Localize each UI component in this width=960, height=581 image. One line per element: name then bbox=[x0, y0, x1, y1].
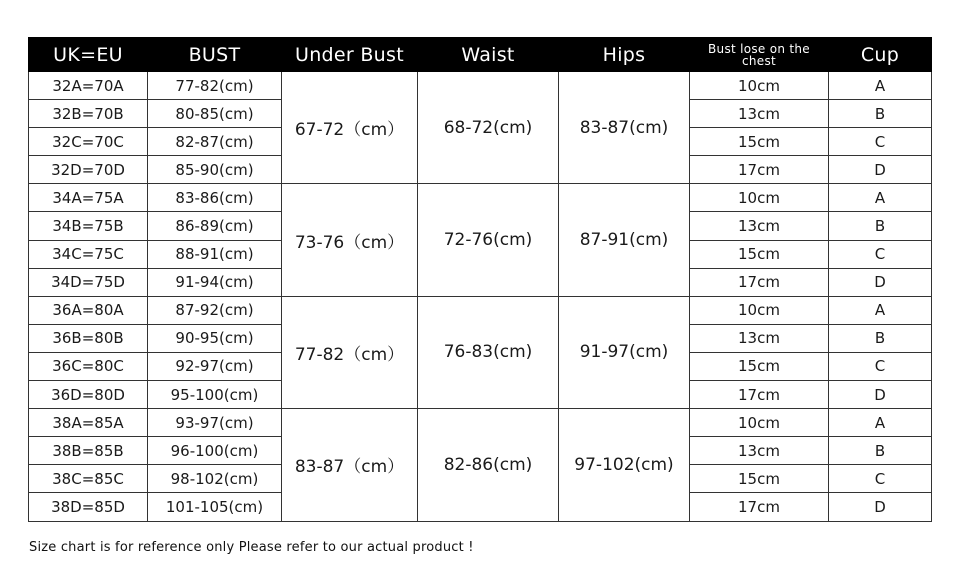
bust-cell: 83-86(cm) bbox=[148, 184, 282, 212]
header-bust: BUST bbox=[148, 38, 282, 72]
bust-cell: 91-94(cm) bbox=[148, 268, 282, 296]
size-cell: 34C=75C bbox=[29, 240, 148, 268]
size-cell: 38A=85A bbox=[29, 409, 148, 437]
bust-cell: 88-91(cm) bbox=[148, 240, 282, 268]
under-bust-cell: 67-72（cm） bbox=[282, 72, 418, 184]
cup-cell: A bbox=[829, 72, 932, 100]
size-cell: 38B=85B bbox=[29, 437, 148, 465]
bust-cell: 85-90(cm) bbox=[148, 156, 282, 184]
cup-cell: A bbox=[829, 296, 932, 324]
cup-cell: D bbox=[829, 156, 932, 184]
header-uk-eu: UK=EU bbox=[29, 38, 148, 72]
cup-cell: C bbox=[829, 128, 932, 156]
bust-lose-cell: 17cm bbox=[690, 268, 829, 296]
bust-lose-cell: 13cm bbox=[690, 324, 829, 352]
size-cell: 34B=75B bbox=[29, 212, 148, 240]
bust-cell: 87-92(cm) bbox=[148, 296, 282, 324]
waist-cell: 72-76(cm) bbox=[418, 184, 559, 296]
size-cell: 34A=75A bbox=[29, 184, 148, 212]
size-chart-body bbox=[29, 72, 932, 522]
bust-cell: 90-95(cm) bbox=[148, 324, 282, 352]
cup-cell: A bbox=[829, 184, 932, 212]
bust-lose-cell: 17cm bbox=[690, 493, 829, 521]
hips-cell: 87-91(cm) bbox=[559, 184, 690, 296]
hips-cell: 83-87(cm) bbox=[559, 72, 690, 184]
under-bust-cell: 83-87（cm） bbox=[282, 409, 418, 521]
under-bust-cell: 73-76（cm） bbox=[282, 184, 418, 296]
bust-lose-cell: 10cm bbox=[690, 296, 829, 324]
size-cell: 36D=80D bbox=[29, 381, 148, 409]
cup-cell: B bbox=[829, 437, 932, 465]
header-bust-lose: Bust lose on the chest bbox=[690, 38, 829, 72]
bust-lose-cell: 10cm bbox=[690, 184, 829, 212]
cup-cell: B bbox=[829, 100, 932, 128]
cup-cell: B bbox=[829, 324, 932, 352]
bust-cell: 77-82(cm) bbox=[148, 72, 282, 100]
size-cell: 38D=85D bbox=[29, 493, 148, 521]
header-hips: Hips bbox=[559, 38, 690, 72]
cup-cell: C bbox=[829, 352, 932, 380]
size-cell: 34D=75D bbox=[29, 268, 148, 296]
size-cell: 32C=70C bbox=[29, 128, 148, 156]
cup-cell: A bbox=[829, 409, 932, 437]
bust-lose-cell: 15cm bbox=[690, 240, 829, 268]
cup-cell: C bbox=[829, 240, 932, 268]
bust-lose-cell: 17cm bbox=[690, 156, 829, 184]
bust-cell: 80-85(cm) bbox=[148, 100, 282, 128]
size-cell: 32D=70D bbox=[29, 156, 148, 184]
bust-cell: 93-97(cm) bbox=[148, 409, 282, 437]
hips-cell: 91-97(cm) bbox=[559, 296, 690, 408]
disclaimer-text: Size chart is for reference only Please refer to our actual product ! bbox=[29, 540, 474, 555]
bust-lose-cell: 15cm bbox=[690, 465, 829, 493]
bust-lose-cell: 13cm bbox=[690, 100, 829, 128]
bust-cell: 101-105(cm) bbox=[148, 493, 282, 521]
waist-cell: 76-83(cm) bbox=[418, 296, 559, 408]
bust-cell: 82-87(cm) bbox=[148, 128, 282, 156]
size-cell: 36A=80A bbox=[29, 296, 148, 324]
size-chart-table bbox=[28, 37, 932, 522]
table-row bbox=[29, 296, 932, 324]
size-cell: 32A=70A bbox=[29, 72, 148, 100]
table-row bbox=[29, 184, 932, 212]
size-cell: 36B=80B bbox=[29, 324, 148, 352]
bust-cell: 86-89(cm) bbox=[148, 212, 282, 240]
bust-lose-cell: 10cm bbox=[690, 72, 829, 100]
bust-cell: 92-97(cm) bbox=[148, 352, 282, 380]
bust-lose-cell: 10cm bbox=[690, 409, 829, 437]
bust-lose-cell: 15cm bbox=[690, 352, 829, 380]
size-cell: 38C=85C bbox=[29, 465, 148, 493]
bust-lose-cell: 17cm bbox=[690, 381, 829, 409]
bust-lose-cell: 13cm bbox=[690, 212, 829, 240]
cup-cell: D bbox=[829, 381, 932, 409]
size-cell: 32B=70B bbox=[29, 100, 148, 128]
header-waist: Waist bbox=[418, 38, 559, 72]
cup-cell: D bbox=[829, 493, 932, 521]
size-cell: 36C=80C bbox=[29, 352, 148, 380]
bust-cell: 96-100(cm) bbox=[148, 437, 282, 465]
waist-cell: 82-86(cm) bbox=[418, 409, 559, 521]
table-row bbox=[29, 409, 932, 437]
header-row bbox=[29, 38, 932, 72]
cup-cell: C bbox=[829, 465, 932, 493]
header-under-bust: Under Bust bbox=[282, 38, 418, 72]
cup-cell: D bbox=[829, 268, 932, 296]
under-bust-cell: 77-82（cm） bbox=[282, 296, 418, 408]
bust-lose-cell: 13cm bbox=[690, 437, 829, 465]
header-cup: Cup bbox=[829, 38, 932, 72]
hips-cell: 97-102(cm) bbox=[559, 409, 690, 521]
bust-cell: 98-102(cm) bbox=[148, 465, 282, 493]
waist-cell: 68-72(cm) bbox=[418, 72, 559, 184]
bust-cell: 95-100(cm) bbox=[148, 381, 282, 409]
bust-lose-cell: 15cm bbox=[690, 128, 829, 156]
cup-cell: B bbox=[829, 212, 932, 240]
table-row bbox=[29, 72, 932, 100]
